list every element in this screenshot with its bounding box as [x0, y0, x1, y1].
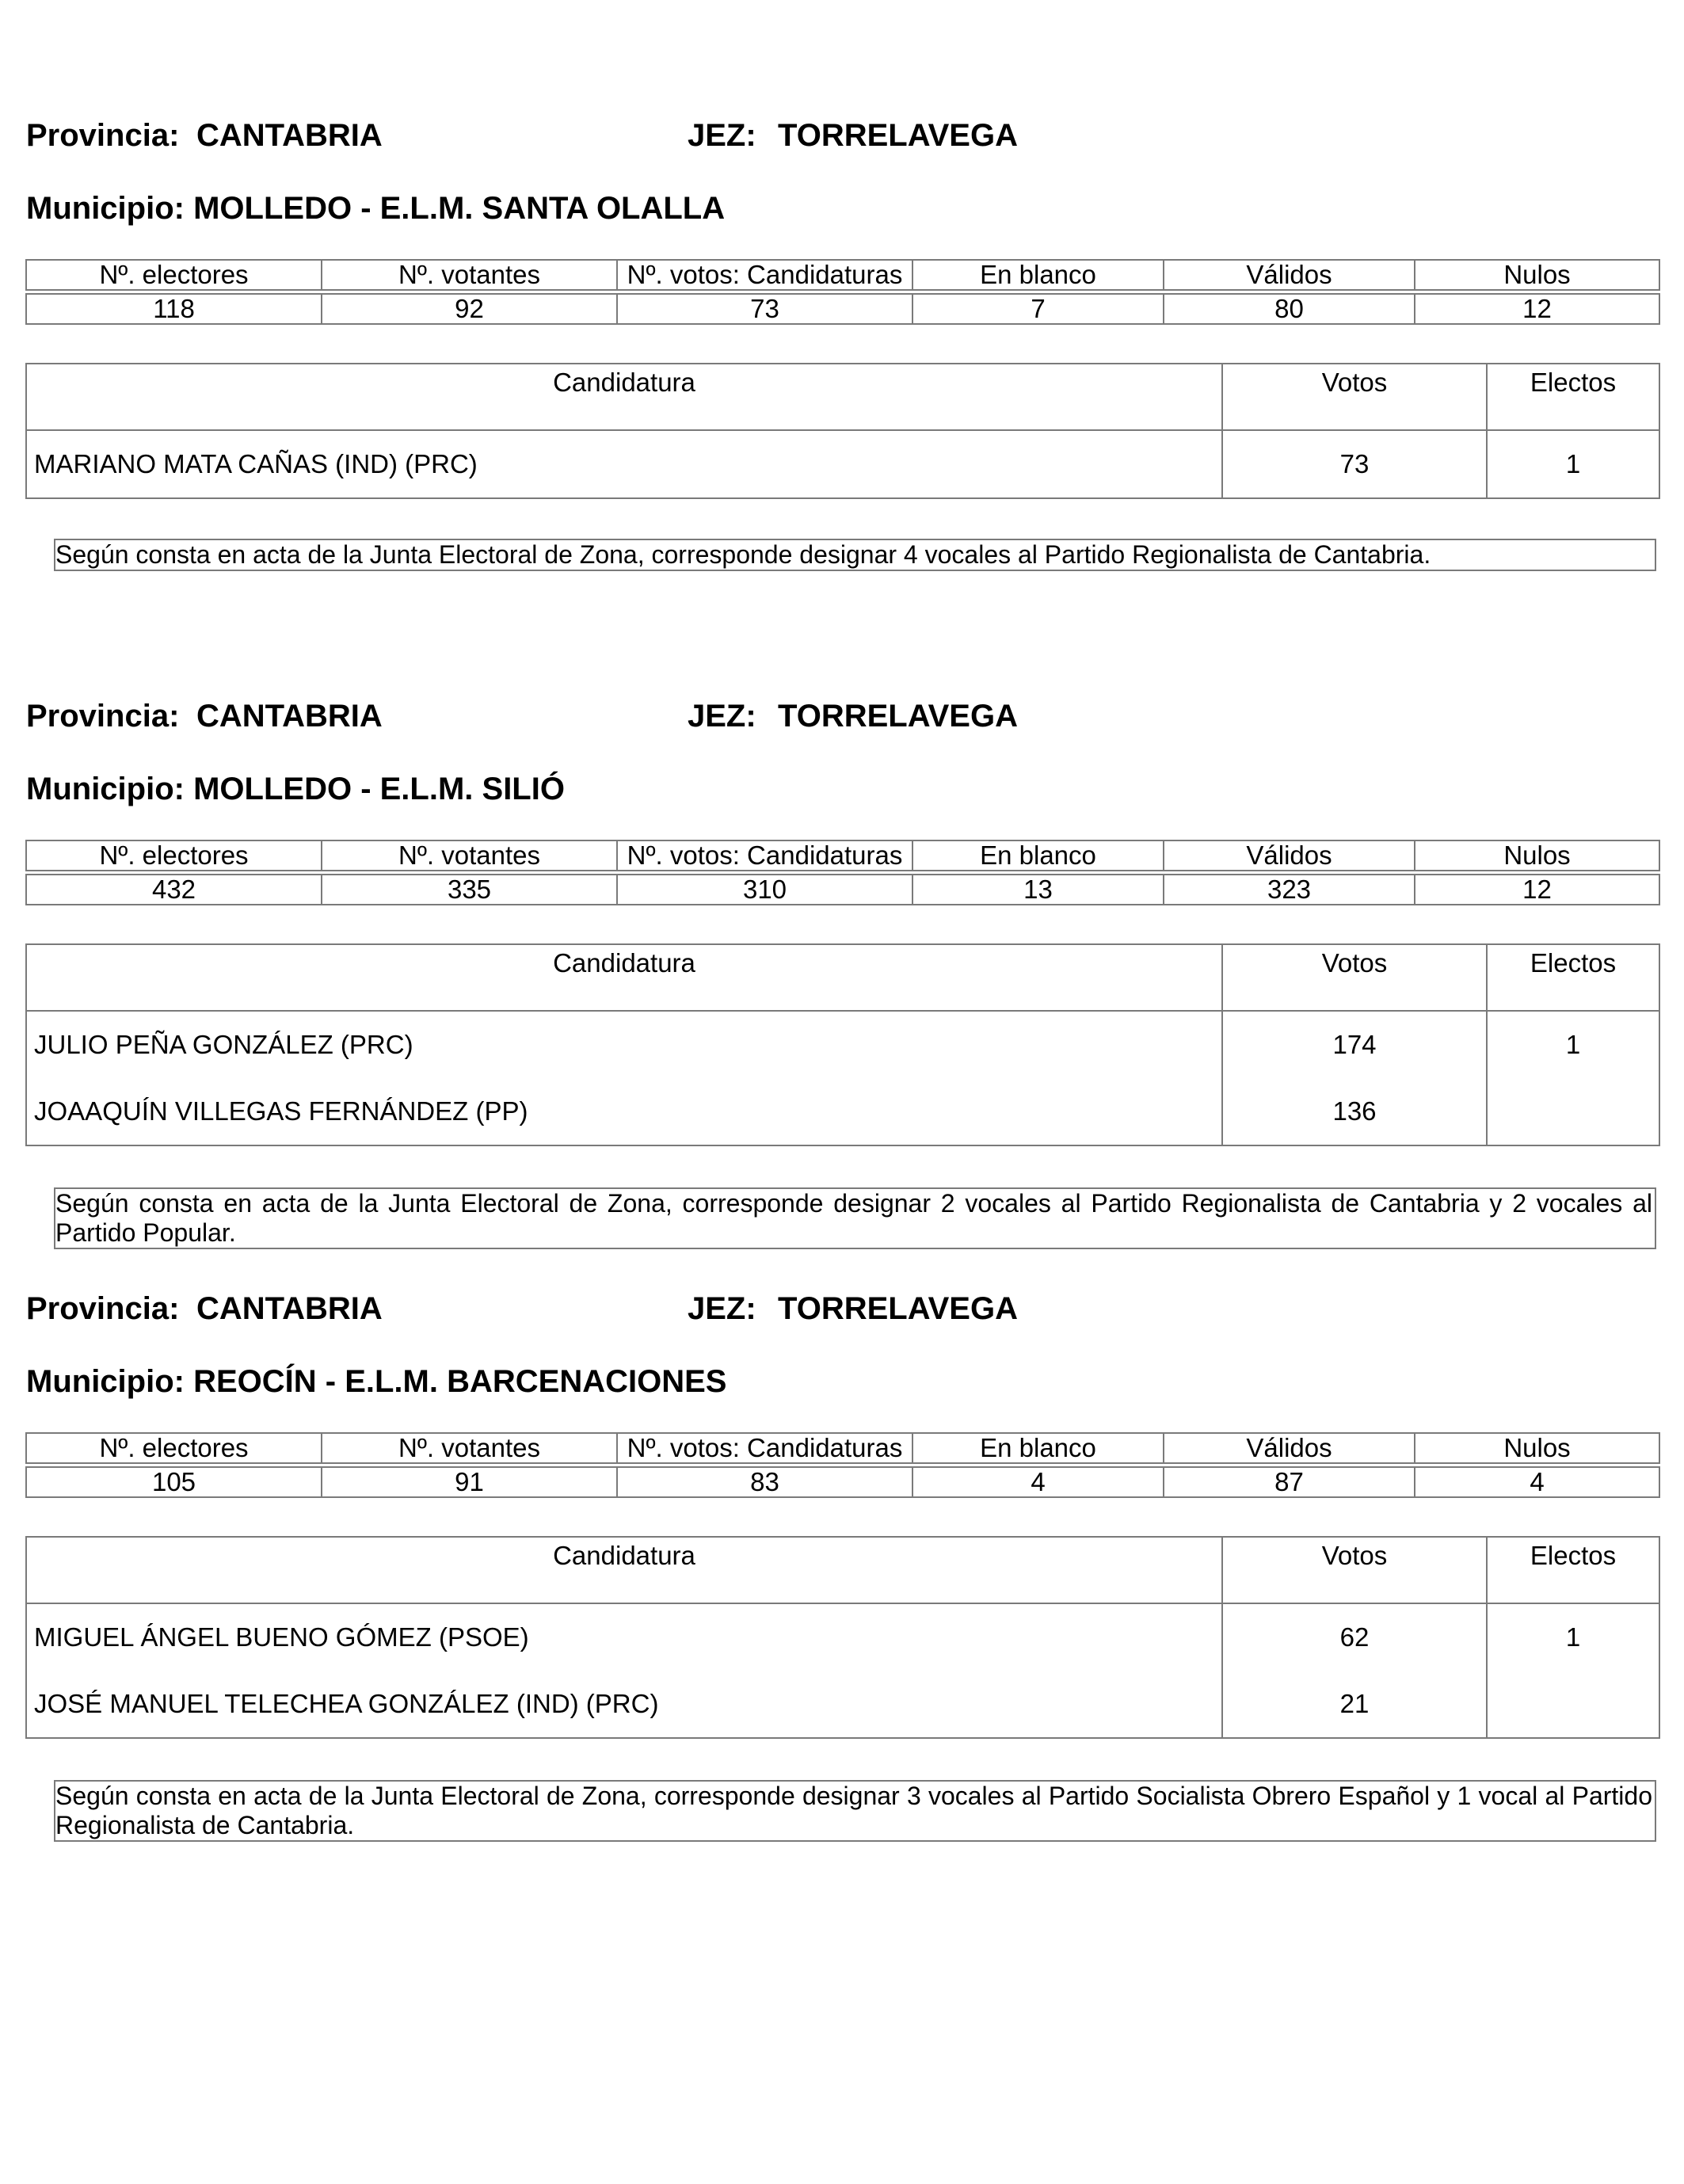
- candidate-electos: 1: [1487, 1011, 1659, 1078]
- candidate-row: [26, 1603, 1659, 1671]
- stats-header-row: [26, 1433, 1659, 1463]
- provincia-value: CANTABRIA: [196, 1291, 383, 1326]
- candidates-header-row: [26, 944, 1659, 1011]
- candidatura-header: Candidatura: [26, 1537, 1222, 1603]
- candidates-header-row: [26, 1537, 1659, 1603]
- provincia-value: CANTABRIA: [196, 118, 383, 153]
- stats-value: 12: [1415, 875, 1659, 905]
- votos-header: Votos: [1222, 364, 1487, 430]
- stats-header-row: [26, 840, 1659, 871]
- candidate-electos: [1487, 1078, 1659, 1145]
- candidate-votos: 73: [1222, 430, 1487, 498]
- provincia-label: Provincia:: [26, 699, 180, 734]
- designation-note: Según consta en acta de la Junta Electoral de Zona, corresponde designar 3 vocales al Partido Socialista Obrero Español y 1 vocal al Partido Regionalista de Cantabria.: [54, 1780, 1656, 1842]
- stats-value: 91: [322, 1467, 617, 1497]
- stats-value: 80: [1164, 294, 1415, 324]
- stats-table: [25, 1432, 1660, 1498]
- stats-header: Nº. votantes: [322, 1433, 617, 1463]
- candidate-row: [26, 1078, 1659, 1145]
- election-section: [0, 0, 1684, 602]
- municipio-label: Municipio:: [26, 1364, 185, 1399]
- municipio-value: REOCÍN - E.L.M. BARCENACIONES: [193, 1364, 727, 1399]
- stats-value: 87: [1164, 1467, 1415, 1497]
- jez-label: JEZ:: [688, 699, 756, 734]
- candidates-table: [25, 943, 1660, 1146]
- stats-header: En blanco: [912, 1433, 1164, 1463]
- candidate-row: [26, 1011, 1659, 1078]
- candidate-name: JOAAQUÍN VILLEGAS FERNÁNDEZ (PP): [26, 1078, 1222, 1145]
- municipio-heading: [26, 771, 565, 807]
- stats-header: Nº. votantes: [322, 260, 617, 290]
- candidate-electos: 1: [1487, 1603, 1659, 1671]
- jez-label: JEZ:: [688, 1291, 756, 1326]
- stats-value: 83: [617, 1467, 912, 1497]
- stats-value: 73: [617, 294, 912, 324]
- stats-value: 432: [26, 875, 322, 905]
- stats-value-row: [26, 875, 1659, 905]
- municipio-heading: [26, 190, 725, 227]
- stats-header-row: [26, 260, 1659, 290]
- candidate-votos: 136: [1222, 1078, 1487, 1145]
- jez-label: JEZ:: [688, 118, 756, 153]
- candidate-row: [26, 430, 1659, 498]
- municipio-heading: [26, 1363, 726, 1400]
- stats-header: Nulos: [1415, 260, 1659, 290]
- electos-header: Electos: [1487, 364, 1659, 430]
- candidate-votos: 21: [1222, 1671, 1487, 1738]
- jez-value: TORRELAVEGA: [778, 699, 1018, 734]
- stats-header: En blanco: [912, 840, 1164, 871]
- stats-value: 105: [26, 1467, 322, 1497]
- candidates-table: [25, 363, 1660, 499]
- candidate-votos: 62: [1222, 1603, 1487, 1671]
- election-section: [0, 581, 1684, 1247]
- municipio-value: MOLLEDO - E.L.M. SANTA OLALLA: [193, 191, 726, 226]
- candidate-electos: 1: [1487, 430, 1659, 498]
- stats-header: Válidos: [1164, 260, 1415, 290]
- candidate-electos: [1487, 1671, 1659, 1738]
- stats-header: Válidos: [1164, 1433, 1415, 1463]
- stats-value: 92: [322, 294, 617, 324]
- jez-value: TORRELAVEGA: [778, 1291, 1018, 1326]
- designation-note: Según consta en acta de la Junta Electoral de Zona, corresponde designar 2 vocales al Partido Regionalista de Cantabria y 2 vocales al Partido Popular.: [54, 1187, 1656, 1249]
- candidate-name: MIGUEL ÁNGEL BUENO GÓMEZ (PSOE): [26, 1603, 1222, 1671]
- electos-header: Electos: [1487, 944, 1659, 1011]
- stats-value-row: [26, 1467, 1659, 1497]
- municipio-value: MOLLEDO - E.L.M. SILIÓ: [193, 772, 565, 806]
- candidates-header-row: [26, 364, 1659, 430]
- stats-header: Nº. electores: [26, 260, 322, 290]
- stats-header: Nulos: [1415, 840, 1659, 871]
- stats-value: 4: [912, 1467, 1164, 1497]
- stats-header: Nº. votos: Candidaturas: [617, 1433, 912, 1463]
- votos-header: Votos: [1222, 1537, 1487, 1603]
- municipio-label: Municipio:: [26, 191, 185, 226]
- stats-value-row: [26, 294, 1659, 324]
- stats-header: Nº. electores: [26, 1433, 322, 1463]
- votos-header: Votos: [1222, 944, 1487, 1011]
- stats-header: En blanco: [912, 260, 1164, 290]
- stats-value: 310: [617, 875, 912, 905]
- candidate-name: JULIO PEÑA GONZÁLEZ (PRC): [26, 1011, 1222, 1078]
- stats-value: 7: [912, 294, 1164, 324]
- stats-value: 12: [1415, 294, 1659, 324]
- designation-note: Según consta en acta de la Junta Electoral de Zona, corresponde designar 4 vocales al Partido Regionalista de Cantabria.: [54, 539, 1656, 571]
- provincia-label: Provincia:: [26, 118, 180, 153]
- stats-value: 323: [1164, 875, 1415, 905]
- electos-header: Electos: [1487, 1537, 1659, 1603]
- stats-value: 118: [26, 294, 322, 324]
- candidate-name: MARIANO MATA CAÑAS (IND) (PRC): [26, 430, 1222, 498]
- stats-header: Nº. votos: Candidaturas: [617, 260, 912, 290]
- stats-table: [25, 840, 1660, 905]
- candidate-votos: 174: [1222, 1011, 1487, 1078]
- stats-header: Nulos: [1415, 1433, 1659, 1463]
- stats-header: Nº. votos: Candidaturas: [617, 840, 912, 871]
- municipio-label: Municipio:: [26, 772, 185, 806]
- provincia-label: Provincia:: [26, 1291, 180, 1326]
- candidate-name: JOSÉ MANUEL TELECHEA GONZÁLEZ (IND) (PRC): [26, 1671, 1222, 1738]
- provincia-value: CANTABRIA: [196, 699, 383, 734]
- stats-table: [25, 259, 1660, 325]
- stats-value: 4: [1415, 1467, 1659, 1497]
- candidatura-header: Candidatura: [26, 944, 1222, 1011]
- stats-header: Nº. electores: [26, 840, 322, 871]
- jez-value: TORRELAVEGA: [778, 118, 1018, 153]
- candidatura-header: Candidatura: [26, 364, 1222, 430]
- stats-value: 335: [322, 875, 617, 905]
- stats-header: Nº. votantes: [322, 840, 617, 871]
- candidates-table: [25, 1536, 1660, 1739]
- stats-header: Válidos: [1164, 840, 1415, 871]
- candidate-row: [26, 1671, 1659, 1738]
- election-section: [0, 1173, 1684, 1839]
- stats-value: 13: [912, 875, 1164, 905]
